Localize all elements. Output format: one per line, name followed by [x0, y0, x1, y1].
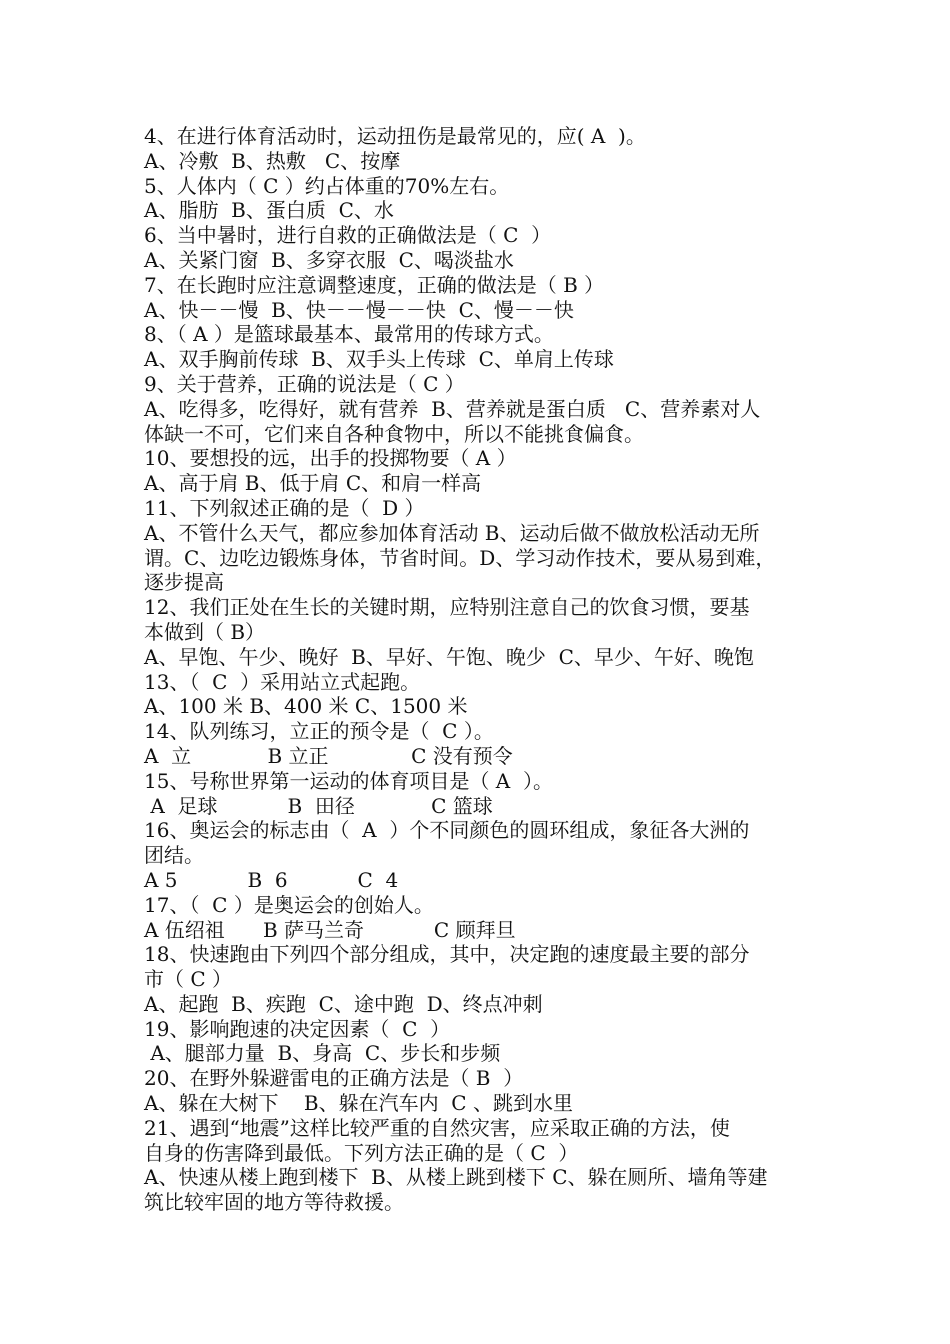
- document-line: 10、要想投的远，出手的投掷物要（ A ）: [144, 446, 517, 471]
- document-line: A、不管什么天气，都应参加体育活动 B、运动后做不做放松活动无所: [144, 520, 760, 545]
- document-line: A 5 B 6 C 4: [144, 867, 399, 892]
- document-line: 团结。: [144, 843, 204, 868]
- document-line: 4、在进行体育活动时，运动扭伤是最常见的，应( A )。: [144, 124, 646, 148]
- document-line: 谓。C、边吃边锻炼身体，节省时间。D、学习动作技术，要从易到难，: [144, 545, 776, 570]
- document-line: A、快速从楼上跑到楼下 B、从楼上跳到楼下 C、躲在厕所、墙角等建: [144, 1165, 768, 1190]
- document-line: A、双手胸前传球 B、双手头上传球 C、单肩上传球: [144, 347, 614, 372]
- document-line: A、早饱、午少、晚好 B、早好、午饱、晚少 C、早少、午好、晚饱: [144, 644, 754, 669]
- document-line: 14、队列练习，立正的预令是（ C ）。: [144, 719, 494, 744]
- document-line: A、脂肪 B、蛋白质 C、水: [144, 198, 394, 223]
- document-line: A、吃得多，吃得好，就有营养 B、营养就是蛋白质 C、营养素对人: [144, 396, 761, 421]
- document-line: A 足球 B 田径 C 篮球: [144, 793, 493, 818]
- document-line: 12、我们正处在生长的关键时期，应特别注意自己的饮食习惯，要基: [144, 595, 750, 620]
- document-line: A、关紧门窗 B、多穿衣服 C、喝淡盐水: [144, 247, 514, 272]
- document-line: 8、（ A ）是篮球最基本、最常用的传球方式。: [144, 322, 554, 347]
- document-line: A、快－－慢 B、快－－慢－－快 C、慢－－快: [144, 297, 574, 322]
- document-line: 15、号称世界第一运动的体育项目是（ A ）。: [144, 768, 553, 793]
- document-line: 筑比较牢固的地方等待救援。: [144, 1190, 404, 1215]
- document-line: 本做到（ B）: [144, 619, 266, 644]
- document-line: 逐步提高: [144, 570, 224, 595]
- document-line: 11、下列叙述正确的是（ D ）: [144, 495, 425, 520]
- document-line: 19、影响跑速的决定因素（ C ）: [144, 1016, 451, 1041]
- document-body: [144, 124, 814, 1215]
- document-line: 21、遇到“地震”这样比较严重的自然灾害，应采取正确的方法，使: [144, 1115, 730, 1140]
- document-line: A、高于肩 B、低于肩 C、和肩一样高: [144, 471, 482, 496]
- document-line: 5、人体内（ C ）约占体重的70%左右。: [144, 173, 510, 198]
- document-line: 6、当中暑时，进行自救的正确做法是（ C ）: [144, 223, 552, 248]
- document-line: 20、在野外躲避雷电的正确方法是（ B ）: [144, 1066, 524, 1091]
- document-line: A、躲在大树下 B、躲在汽车内 C 、跳到水里: [144, 1091, 573, 1116]
- document-line: 16、奥运会的标志由（ A ）个不同颜色的圆环组成，象征各大洲的: [144, 818, 750, 843]
- document-line: 体缺一不可，它们来自各种食物中，所以不能挑食偏食。: [144, 421, 644, 446]
- document-line: 7、在长跑时应注意调整速度，正确的做法是（ B ）: [144, 272, 605, 297]
- document-line: A、冷敷 B、热敷 C、按摩: [144, 148, 401, 173]
- document-line: 自身的伤害降到最低。下列方法正确的是（ C ）: [144, 1140, 579, 1165]
- document-line: A、腿部力量 B、身高 C、步长和步频: [144, 1041, 501, 1066]
- document-line: A 伍绍祖 B 萨马兰奇 C 顾拜旦: [144, 917, 516, 942]
- document-line: 9、关于营养，正确的说法是（ C ）: [144, 371, 465, 396]
- document-line: 13、（ C ）采用站立式起跑。: [144, 669, 421, 694]
- document-line: A 立 B 立正 C 没有预令: [144, 743, 513, 768]
- document-line: 18、快速跑由下列四个部分组成，其中，决定跑的速度最主要的部分: [144, 942, 750, 967]
- document-line: 17、（ C ）是奥运会的创始人。: [144, 892, 434, 917]
- document-line: A、起跑 B、疾跑 C、途中跑 D、终点冲刺: [144, 991, 543, 1016]
- document-line: 市（ C ）: [144, 967, 233, 992]
- document-line: A、100 米 B、400 米 C、1500 米: [144, 694, 468, 719]
